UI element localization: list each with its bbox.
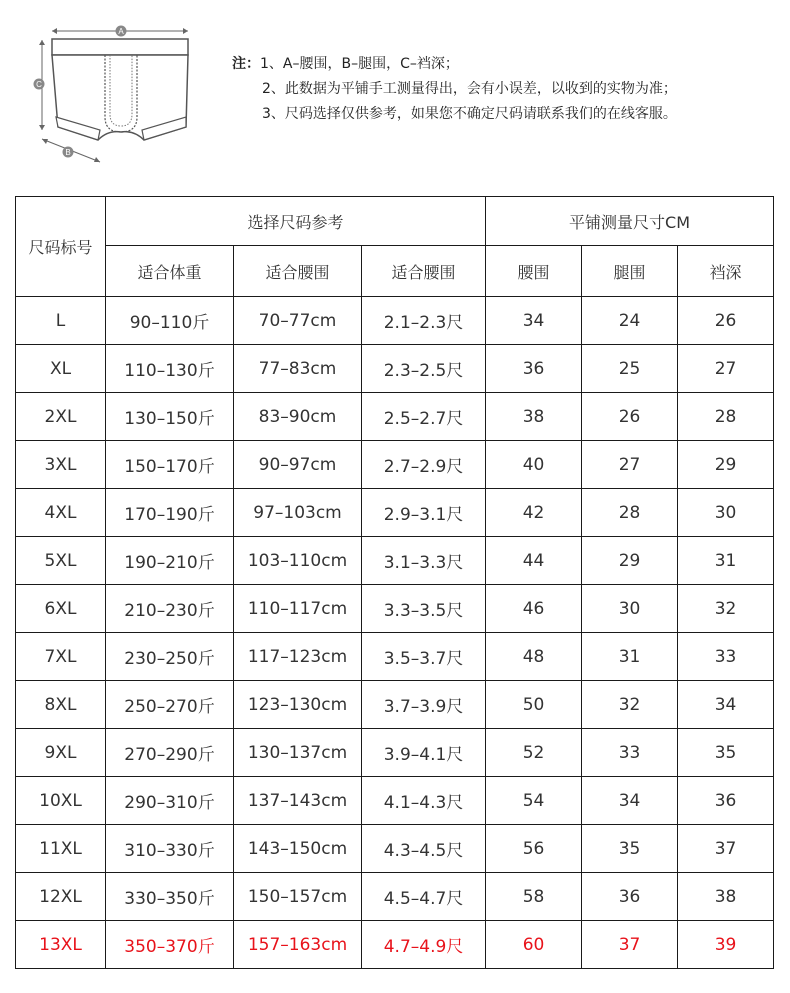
cell-waist: 46: [486, 585, 582, 633]
table-row: [16, 729, 774, 777]
cell-leg: 24: [582, 297, 678, 345]
cell-rise: 34: [678, 681, 774, 729]
cell-waist-chi: 2.1–2.3尺: [362, 297, 486, 345]
cell-rise: 36: [678, 777, 774, 825]
cell-waist: 42: [486, 489, 582, 537]
note-line-3: 3、尺码选择仅供参考，如果您不确定尺码请联系我们的在线客服。: [262, 106, 677, 122]
underwear-shape: [52, 39, 188, 140]
cell-waist-chi: 2.7–2.9尺: [362, 441, 486, 489]
cell-waist-chi: 2.3–2.5尺: [362, 345, 486, 393]
cell-waist-cm: 110–117cm: [234, 585, 362, 633]
cell-rise: 31: [678, 537, 774, 585]
cell-waist: 60: [486, 921, 582, 969]
col-header-waist-chi: 适合腰围: [362, 246, 486, 297]
cell-waist-chi: 3.1–3.3尺: [362, 537, 486, 585]
cell-weight: 190–210斤: [106, 537, 234, 585]
col-header-weight: 适合体重: [106, 246, 234, 297]
table-row: [16, 921, 774, 969]
table-row: [16, 825, 774, 873]
waist-measure-arrow: [52, 26, 188, 37]
cell-waist: 38: [486, 393, 582, 441]
cell-waist-cm: 83–90cm: [234, 393, 362, 441]
cell-leg: 25: [582, 345, 678, 393]
size-table: [15, 196, 774, 969]
cell-size: 12XL: [16, 873, 106, 921]
cell-waist-cm: 143–150cm: [234, 825, 362, 873]
cell-waist: 48: [486, 633, 582, 681]
cell-rise: 26: [678, 297, 774, 345]
size-header: 尺码标号: [16, 197, 106, 297]
table-row: [16, 681, 774, 729]
cell-leg: 27: [582, 441, 678, 489]
cell-waist-cm: 157–163cm: [234, 921, 362, 969]
cell-size: 9XL: [16, 729, 106, 777]
cell-size: 7XL: [16, 633, 106, 681]
cell-rise: 28: [678, 393, 774, 441]
cell-waist: 44: [486, 537, 582, 585]
cell-waist-cm: 150–157cm: [234, 873, 362, 921]
cell-waist-chi: 4.3–4.5尺: [362, 825, 486, 873]
col-header-leg: 腿围: [582, 246, 678, 297]
cell-size: 3XL: [16, 441, 106, 489]
label-c: C: [36, 80, 42, 89]
cell-waist: 56: [486, 825, 582, 873]
cell-leg: 34: [582, 777, 678, 825]
note-text-1: 1、A–腰围，B–腿围，C–裆深；: [260, 56, 459, 72]
size-notes: [232, 52, 677, 127]
cell-leg: 26: [582, 393, 678, 441]
cell-weight: 290–310斤: [106, 777, 234, 825]
table-row: [16, 633, 774, 681]
cell-leg: 37: [582, 921, 678, 969]
cell-leg: 31: [582, 633, 678, 681]
cell-weight: 130–150斤: [106, 393, 234, 441]
rise-measure-arrow: [34, 40, 46, 130]
cell-waist-cm: 130–137cm: [234, 729, 362, 777]
table-row: [16, 777, 774, 825]
cell-waist-chi: 2.5–2.7尺: [362, 393, 486, 441]
cell-waist: 40: [486, 441, 582, 489]
cell-rise: 37: [678, 825, 774, 873]
table-row: [16, 441, 774, 489]
cell-size: 2XL: [16, 393, 106, 441]
underwear-diagram: [28, 22, 218, 170]
cell-weight: 110–130斤: [106, 345, 234, 393]
cell-waist-cm: 123–130cm: [234, 681, 362, 729]
cell-size: 13XL: [16, 921, 106, 969]
size-table-body: [16, 297, 774, 969]
cell-size: 4XL: [16, 489, 106, 537]
cell-weight: 330–350斤: [106, 873, 234, 921]
table-row: [16, 297, 774, 345]
note-label: 注：: [232, 56, 260, 72]
cell-waist-chi: 4.5–4.7尺: [362, 873, 486, 921]
cell-waist: 34: [486, 297, 582, 345]
cell-weight: 210–230斤: [106, 585, 234, 633]
table-row: [16, 489, 774, 537]
group-header-measurements: 平铺测量尺寸CM: [486, 197, 774, 246]
table-row: [16, 537, 774, 585]
cell-waist: 52: [486, 729, 582, 777]
cell-rise: 35: [678, 729, 774, 777]
cell-weight: 310–330斤: [106, 825, 234, 873]
label-a: A: [118, 27, 124, 36]
cell-waist: 54: [486, 777, 582, 825]
cell-waist-chi: 3.5–3.7尺: [362, 633, 486, 681]
table-row: [16, 585, 774, 633]
cell-weight: 230–250斤: [106, 633, 234, 681]
cell-waist-cm: 103–110cm: [234, 537, 362, 585]
cell-size: 10XL: [16, 777, 106, 825]
cell-size: XL: [16, 345, 106, 393]
cell-weight: 170–190斤: [106, 489, 234, 537]
cell-waist-chi: 4.1–4.3尺: [362, 777, 486, 825]
cell-rise: 39: [678, 921, 774, 969]
cell-leg: 33: [582, 729, 678, 777]
cell-waist-chi: 3.9–4.1尺: [362, 729, 486, 777]
table-row: [16, 873, 774, 921]
cell-size: 6XL: [16, 585, 106, 633]
cell-waist-chi: 3.7–3.9尺: [362, 681, 486, 729]
cell-weight: 270–290斤: [106, 729, 234, 777]
cell-leg: 35: [582, 825, 678, 873]
cell-leg: 30: [582, 585, 678, 633]
note-line-2: 2、此数据为平铺手工测量得出，会有小误差，以收到的实物为准；: [262, 81, 677, 97]
cell-waist-cm: 77–83cm: [234, 345, 362, 393]
col-header-waist-cm: 适合腰围: [234, 246, 362, 297]
cell-waist-cm: 137–143cm: [234, 777, 362, 825]
cell-leg: 36: [582, 873, 678, 921]
cell-rise: 32: [678, 585, 774, 633]
cell-rise: 30: [678, 489, 774, 537]
cell-size: 8XL: [16, 681, 106, 729]
cell-rise: 27: [678, 345, 774, 393]
col-header-waist: 腰围: [486, 246, 582, 297]
cell-waist-cm: 117–123cm: [234, 633, 362, 681]
cell-weight: 350–370斤: [106, 921, 234, 969]
cell-rise: 29: [678, 441, 774, 489]
cell-leg: 28: [582, 489, 678, 537]
cell-weight: 250–270斤: [106, 681, 234, 729]
cell-size: L: [16, 297, 106, 345]
cell-weight: 90–110斤: [106, 297, 234, 345]
cell-waist-chi: 3.3–3.5尺: [362, 585, 486, 633]
label-b: B: [65, 148, 71, 157]
table-row: [16, 345, 774, 393]
cell-leg: 29: [582, 537, 678, 585]
cell-rise: 33: [678, 633, 774, 681]
note-line-1: [232, 52, 677, 77]
table-row: [16, 393, 774, 441]
cell-waist: 58: [486, 873, 582, 921]
cell-waist-chi: 4.7–4.9尺: [362, 921, 486, 969]
cell-waist: 50: [486, 681, 582, 729]
cell-weight: 150–170斤: [106, 441, 234, 489]
cell-leg: 32: [582, 681, 678, 729]
cell-waist-cm: 70–77cm: [234, 297, 362, 345]
col-header-rise: 裆深: [678, 246, 774, 297]
cell-waist-cm: 90–97cm: [234, 441, 362, 489]
cell-size: 5XL: [16, 537, 106, 585]
group-header-reference: 选择尺码参考: [106, 197, 486, 246]
leg-measure-arrow: [42, 139, 100, 162]
cell-rise: 38: [678, 873, 774, 921]
cell-size: 11XL: [16, 825, 106, 873]
cell-waist-chi: 2.9–3.1尺: [362, 489, 486, 537]
cell-waist-cm: 97–103cm: [234, 489, 362, 537]
cell-waist: 36: [486, 345, 582, 393]
